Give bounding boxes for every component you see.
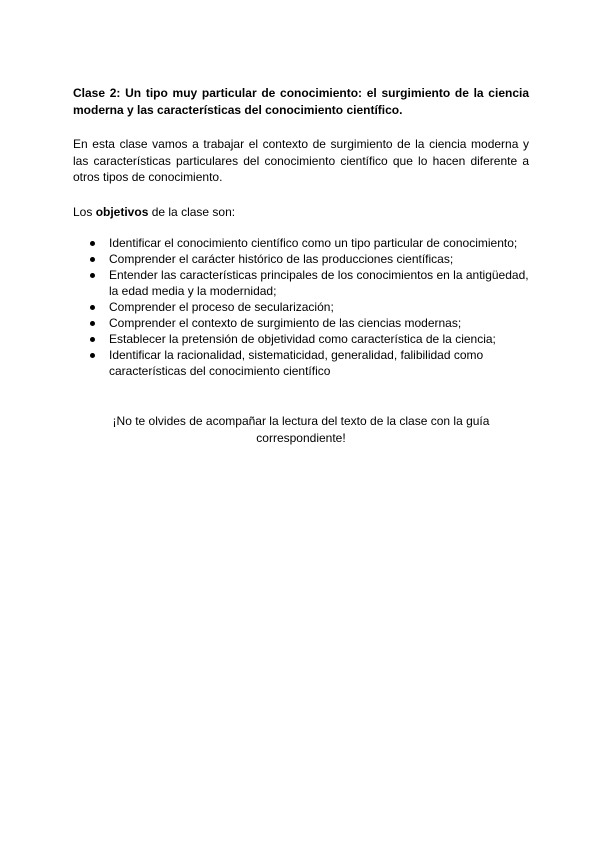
list-item — [73, 315, 529, 331]
objectives-lead — [73, 204, 529, 221]
bullet-icon — [90, 353, 95, 358]
list-item — [73, 331, 529, 347]
list-item — [73, 251, 529, 267]
list-item — [73, 299, 529, 315]
objective-text: Establecer la pretensión de objetividad como característica de la ciencia; — [109, 332, 496, 346]
closing-reminder: ¡No te olvides de acompañar la lectura del texto de la clase con la guía correspondiente! — [112, 414, 490, 445]
objective-text: Identificar el conocimiento científico como un tipo particular de conocimiento; — [109, 236, 518, 250]
class-title: Clase 2: Un tipo muy particular de conocimiento: el surgimiento de la ciencia moderna y las características del conocimiento científico. — [73, 86, 529, 117]
document-page — [73, 85, 529, 446]
objectives-list — [73, 235, 529, 379]
objective-text: Identificar la racionalidad, sistematicidad, generalidad, falibilidad como características del conocimiento científico — [109, 348, 484, 378]
bullet-icon — [90, 273, 95, 278]
list-item — [73, 267, 529, 299]
objectives-lead-after: de la clase son: — [148, 204, 236, 219]
objectives-lead-bold: objetivos — [95, 204, 149, 219]
objective-text: Comprender el contexto de surgimiento de las ciencias modernas; — [109, 316, 462, 330]
list-item — [73, 347, 529, 379]
bullet-icon — [90, 241, 95, 246]
objective-text: Comprender el carácter histórico de las producciones científicas; — [109, 252, 454, 266]
objective-text: Comprender el proceso de secularización; — [109, 300, 334, 314]
bullet-icon — [90, 305, 95, 310]
bullet-icon — [90, 257, 95, 262]
intro-paragraph: En esta clase vamos a trabajar el contexto de surgimiento de la ciencia moderna y las características particulares del conocimiento científico que lo hacen diferente a otros tipos de conocimiento. — [73, 137, 529, 184]
bullet-icon — [90, 321, 95, 326]
objectives-lead-before: Los — [73, 204, 96, 219]
list-item — [73, 235, 529, 251]
objective-text: Entender las características principales de los conocimientos en la antigüedad, la edad media y la modernidad; — [109, 268, 529, 298]
bullet-icon — [90, 337, 95, 342]
